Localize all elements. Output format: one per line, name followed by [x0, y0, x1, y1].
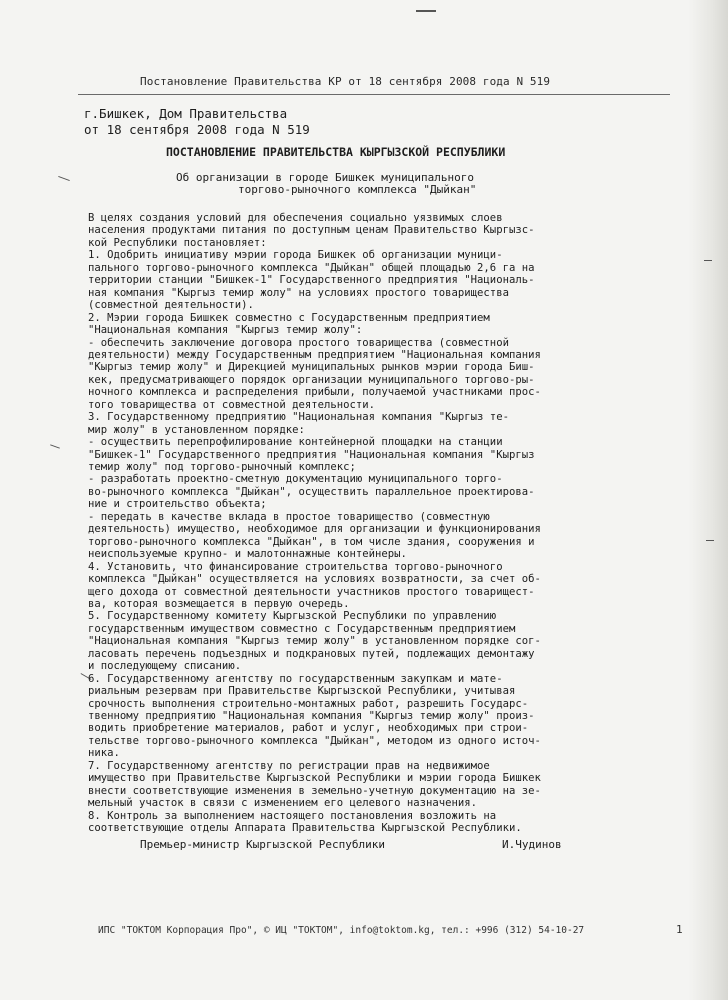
- body-line: имущество при Правительстве Кыргызской Республики и мэрии города Бишкек: [88, 772, 541, 785]
- body-line: деятельность) имущество, необходимое для организации и функционирования: [88, 523, 541, 536]
- running-header: Постановление Правительства КР от 18 сентября 2008 года N 519: [140, 75, 551, 88]
- body-line: 2. Мэрии города Бишкек совместно с Государственным предприятием: [88, 311, 490, 324]
- body-line: твенному предприятию "Национальная компания "Кыргыз темир жолу" произ-: [88, 710, 535, 722]
- body-line: (совместной деятельности).: [88, 299, 254, 312]
- body-line: 7. Государственному агентству по регистрации прав на недвижимое: [88, 759, 490, 772]
- scan-speck: [706, 540, 714, 541]
- body-line: 5. Государственному комитету Кыргызской Республики по управлению: [88, 610, 497, 623]
- body-line: водить приобретение материалов, работ и услуг, необходимых при строи-: [88, 722, 529, 735]
- body-line: "Национальная компания "Кыргыз темир жолу":: [88, 324, 363, 337]
- body-line: населения продуктами питания по доступным ценам Правительство Кыргызс-: [88, 224, 535, 237]
- document-subject-line: Об организации в городе Бишкек муниципального: [176, 171, 475, 184]
- document-place: г.Бишкек, Дом Правительства: [84, 106, 288, 121]
- body-line: территории станции "Бишкек-1" Государственного предприятия "Националь-: [88, 274, 535, 287]
- body-line: ние и строительство объекта;: [88, 498, 267, 511]
- body-line: 8. Контроль за выполнением настоящего постановления возложить на: [88, 809, 497, 822]
- body-line: мельный участок в связи с изменением его целевого назначения.: [88, 797, 478, 810]
- body-line: кек, предусматривающего порядок организации муниципального торгово-ры-: [88, 373, 535, 386]
- scan-speck: [704, 260, 712, 261]
- footer-copyright: ИПС "ТОКТОМ Корпорация Про", © ИЦ "ТОКТОМ", info@toktom.kg, тел.: +996 (312) 54-10-27: [98, 925, 585, 936]
- body-line: "Кыргыз темир жолу" и Дирекцией муниципальных рынков мэрии города Биш-: [88, 361, 535, 374]
- body-line: того товарищества от совместной деятельности.: [88, 398, 376, 411]
- body-line: ника.: [88, 747, 120, 760]
- body-line: пального торгово-рыночного комплекса "Дыйкан" общей площадью 2,6 га на: [88, 261, 535, 274]
- body-line: - осуществить перепрофилирование контейнерной площадки на станции: [88, 436, 503, 449]
- body-line: ва, которая возмещается в первую очередь.: [88, 597, 350, 610]
- signature-position: Премьер-министр Кыргызской Республики: [140, 838, 386, 851]
- body-line: риальным резервам при Правительстве Кыргызской Республики, учитывая: [88, 685, 516, 698]
- body-line: во-рыночного комплекса "Дыйкан", осуществить параллельное проектирова-: [88, 485, 535, 498]
- body-line: кой Республики постановляет:: [88, 236, 267, 249]
- document-title: ПОСТАНОВЛЕНИЕ ПРАВИТЕЛЬСТВА КЫРГЫЗСКОЙ РЕСПУБЛИКИ: [166, 145, 506, 159]
- page-number: 1: [676, 923, 683, 936]
- body-line: и последующему списанию.: [88, 660, 242, 673]
- body-line: внести соответствующие изменения в земельно-учетную документацию на зе-: [88, 784, 541, 797]
- body-line: неиспользуемые крупно- и малотоннажные контейнеры.: [88, 548, 407, 561]
- scan-shadow-edge: [688, 0, 728, 1000]
- body-line: темир жолу" под торгово-рыночный комплекс;: [88, 461, 356, 473]
- body-line: "Национальная компания "Кыргыз темир жолу" в установленном порядке сог-: [88, 635, 541, 648]
- body-line: ласовать перечень подъездных и подкрановых путей, подлежащих демонтажу: [88, 647, 535, 660]
- body-line: - передать в качестве вклада в простое товарищество (совместную: [88, 510, 490, 523]
- body-line: щего дохода от совместной деятельности участников простого товарищест-: [88, 585, 535, 598]
- body-line: ночного комплекса и распределения прибыли, получаемой участниками прос-: [88, 386, 541, 399]
- body-line: - обеспечить заключение договора простого товарищества (совместной: [88, 336, 509, 349]
- body-line: срочность выполнения строительно-монтажных работ, разрешить Государс-: [88, 697, 529, 710]
- body-line: деятельности) между Государственным предприятием "Национальная компания: [88, 348, 541, 361]
- body-line: "Бишкек-1" Государственного предприятия "Национальная компания "Кыргыз: [88, 448, 535, 461]
- body-line: ная компания "Кыргыз темир жолу" на условиях простого товарищества: [88, 286, 509, 299]
- body-line: 4. Установить, что финансирование строительства торгово-рыночного: [88, 560, 503, 573]
- scan-speck: [50, 444, 60, 448]
- body-line: 3. Государственному предприятию "Национальная компания "Кыргыз те-: [88, 411, 509, 424]
- body-line: - разработать проектно-сметную документацию муниципального торго-: [88, 473, 503, 486]
- signature-name: И.Чудинов: [502, 838, 562, 851]
- body-line: комплекса "Дыйкан" осуществляется на условиях возвратности, за счет об-: [88, 573, 541, 586]
- scan-speck: [58, 176, 70, 181]
- body-line: 6. Государственному агентству по государственным закупкам и мате-: [88, 672, 503, 685]
- body-line: 1. Одобрить инициативу мэрии города Бишкек об организации муници-: [88, 249, 503, 262]
- body-line: соответствующие отделы Аппарата Правительства Кыргызской Республики.: [88, 822, 522, 835]
- body-line: государственным имуществом совместно с Государственным предприятием: [88, 622, 516, 635]
- header-rule: [78, 94, 670, 95]
- body-line: тельстве торгово-рыночного комплекса "Дыйкан", методом из одного источ-: [88, 734, 541, 747]
- scan-speck: [416, 10, 436, 12]
- body-line: В целях создания условий для обеспечения социально уязвимых слоев: [88, 212, 503, 224]
- body-line: мир жолу" в установленном порядке:: [88, 423, 305, 436]
- body-line: торгово-рыночного комплекса "Дыйкан", в том числе здания, сооружения и: [88, 535, 535, 548]
- document-subject-line: торгово-рыночного комплекса "Дыйкан": [238, 183, 477, 196]
- document-date: от 18 сентября 2008 года N 519: [84, 122, 310, 137]
